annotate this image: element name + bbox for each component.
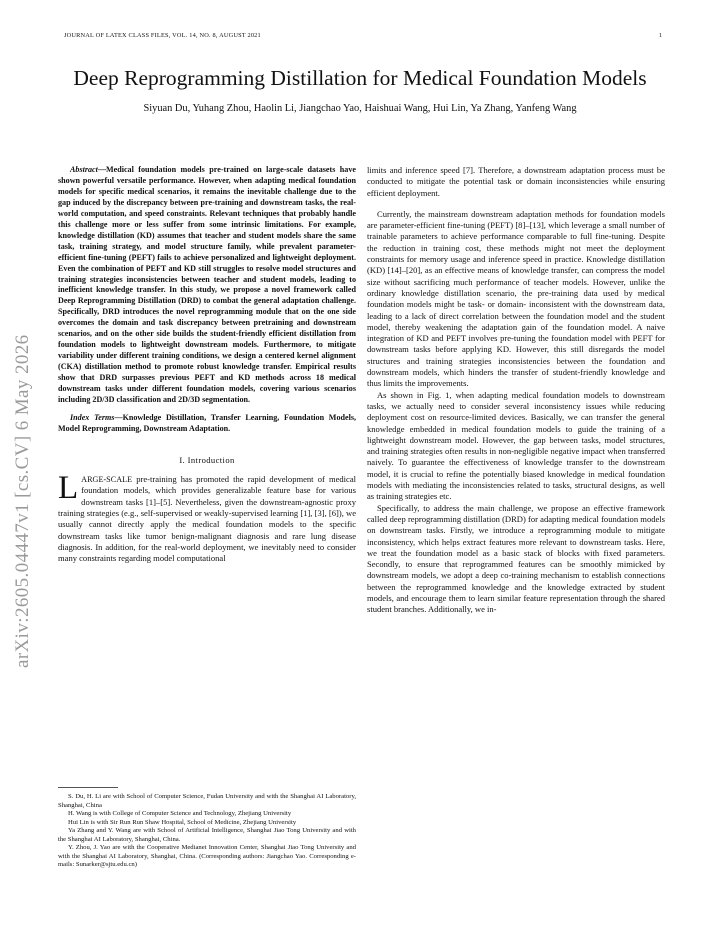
right-column — [367, 165, 665, 616]
left-column — [58, 165, 356, 565]
index-terms-label: Index Terms — [70, 412, 115, 422]
arxiv-stamp: arXiv:2605.04447v1 [cs.CV] 6 May 2026 — [12, 334, 33, 668]
footnote: Hui Lin is with Sir Run Run Shaw Hospital, School of Medicine, Zhejiang University — [68, 818, 297, 826]
page-number: 1 — [658, 32, 662, 39]
intro-lead-words: ARGE-SCALE — [81, 475, 133, 485]
abstract-label: Abstract — [70, 165, 98, 174]
body-paragraph: As shown in Fig. 1, when adapting medical foundation models to downstream tasks, we actually need to consider several inconsistency issues while reducing deployment cost on resource-limited devices. Basically, we can transfer the general knowledge embedded in medical foundation models to guide the training of a lightweight downstream model. However, the gap between tasks, model structures, and training strategies often results in non-negligible negative impact when transferred naively. To guarantee the effectiveness of knowledge transfer to the downstream model, it is crucial to refine the potentially biased knowledge in medical foundation models with mediating the inconsistencies related to tasks, structural designs, as well as training strategies etc. — [367, 389, 665, 502]
footnote-rule — [58, 787, 118, 788]
footnote: Y. Zhou, J. Yao are with the Cooperative Medianet Innovation Center, Shanghai Jiao Tong University and with the Shanghai AI Laboratory, Shanghai, China. (Corresponding authors: Jiangchao Yao. Corresponding e-mails: Sunarker@sjtu.edu.cn) — [58, 844, 356, 869]
author-list: Siyuan Du, Yuhang Zhou, Haolin Li, Jiangchao Yao, Haishuai Wang, Hui Lin, Ya Zhang, Yanfeng Wang — [143, 103, 577, 114]
abstract-text: —Medical foundation models pre-trained on large-scale datasets have shown powerful versatile performance. However, when adapting medical foundation models for specific medical scenarios, it remains the inevitable challenge due to the gap induced by the discrepancy between pre-training and downstream tasks, the real-world computation, and speed constraints. Relevant techniques that probably handle this challenge more or less suffer from some intrinsic limitations. For example, knowledge distillation (KD) assumes that teacher and student models share the same task, training strategy, and model structure family, while prevalent parameter-efficient fine-tuning (PEFT) fails to achieve personalized and lightweight deployment. Even the combination of PEFT and KD still struggles to resolve model structures and training strategies inconsistencies between teacher and student models, leading to inefficient knowledge transfer. In this study, we propose a novel framework called Deep Reprogramming Distillation (DRD) to combat the general adaptation challenge. Specifically, DRD introduces the novel reprogramming module that on the one side overcomes the domain and task discrepancy between pretraining and downstream scenarios, and on the other side builds the student-friendly efficient distillation from foundation models to lightweight downstream models. Furthermore, to mitigate variability under different training conditions, we design a centered kernel alignment (CKA) distillation method to promote robust knowledge transfer. Empirical results show that DRD surpasses previous PEFT and KD methods across 18 medical downstream tasks under different foundation models, covering various scenarios including 2D/3D classification and 2D/3D segmentation. — [58, 165, 356, 405]
running-head: JOURNAL OF LATEX CLASS FILES, VOL. 14, NO. 8, AUGUST 2021 — [64, 32, 261, 39]
footnote: Ya Zhang and Y. Wang are with School of Artificial Intelligence, Shanghai Jiao Tong University and with the Shanghai AI Laboratory, Shanghai, China. — [58, 827, 356, 843]
body-paragraph: Specifically, to address the main challenge, we propose an effective framework called deep reprogramming distillation (DRD) for adapting medical foundation models on downstream tasks. Firstly, we introduce a reprogramming module to mitigate inconsistency, which helps extract features more relevant to downstream tasks. Here, we treat the foundation model as a basic stack of blocks with fixed parameters. Secondly, to ensure that reprogrammed features can be smoothly mimicked by downstream models, we adopt a deep co-training mechanism to establish connections between the reprogrammed knowledge and the knowledge extracted by student models, and encourage them to learn similar feature representation through the shared student branches. Additionally, we in- — [367, 502, 665, 615]
intro-paragraph — [58, 470, 356, 564]
body-paragraph: Currently, the mainstream downstream adaptation methods for foundation models are parameter-efficient fine-tuning (PEFT) [8]–[13], which leverage a small number of trainable parameters to achieve performance comparable to full fine-tuning. Despite the reduction in training cost, these methods might not meet the deployment constraints for memory usage and inference speed in practice. Knowledge distillation (KD) [14]–[20], as an effective means of knowledge transfer, can compress the model size without sacrificing much performance of teacher models. However, unlike the ordinary knowledge distillation scenario, the pre-training data used by medical foundation models might be task- or domain- inconsistent with the downstream data, leading to a lack of direct correlation between the foundation model and the student model, thereby weakening the adaptation gain of the foundation model. A naive integration of KD and PEFT involves pre-tuning the foundation model with PEFT for downstream tasks before applying KD. However, this still disregards the model structures and training strategies inconsistencies between the foundation and downstream models, which hinders the transfer of student-friendly knowledge and thus limits the improvements. — [367, 208, 665, 389]
footnote: H. Wang is with College of Computer Science and Technology, Zhejiang University — [68, 810, 292, 818]
body-paragraph: limits and inference speed [7]. Therefore, a downstream adaptation process must be conducted to mitigate the potential task or domain inconsistencies while ensuring efficient deployment. — [367, 165, 665, 198]
abstract — [58, 165, 356, 406]
affiliation-footnotes — [58, 793, 356, 870]
paper-title: Deep Reprogramming Distillation for Medical Foundation Models — [73, 66, 647, 90]
section-heading-introduction: I. Introduction — [179, 454, 235, 465]
footnote: S. Du, H. Li are with School of Computer Science, Fudan University and with the Shanghai AI Laboratory, Shanghai, China — [58, 793, 356, 809]
index-terms — [58, 413, 356, 435]
drop-cap: L — [58, 470, 79, 507]
index-terms-text: —Knowledge Distillation, Transfer Learning, Foundation Models, Model Reprogramming, Downstream Adaptation. — [58, 412, 357, 433]
intro-text: pre-training has promoted the rapid development of medical foundation models, which provides generalizable feature base for various downstream tasks [1]–[5]. Nevertheless, given the downstream-agnostic proxy training strategies (e.g., self-supervised or weakly-supervised learning [1], [3], [6]), we usually cannot directly apply the medical foundation models to the specific downstream tasks like tumor benign-malignant diagnosis and rare lung disease diagnosis. In addition, for the real-world deployment, we inevitably need to consider many constraints regarding model computational — [58, 474, 356, 564]
